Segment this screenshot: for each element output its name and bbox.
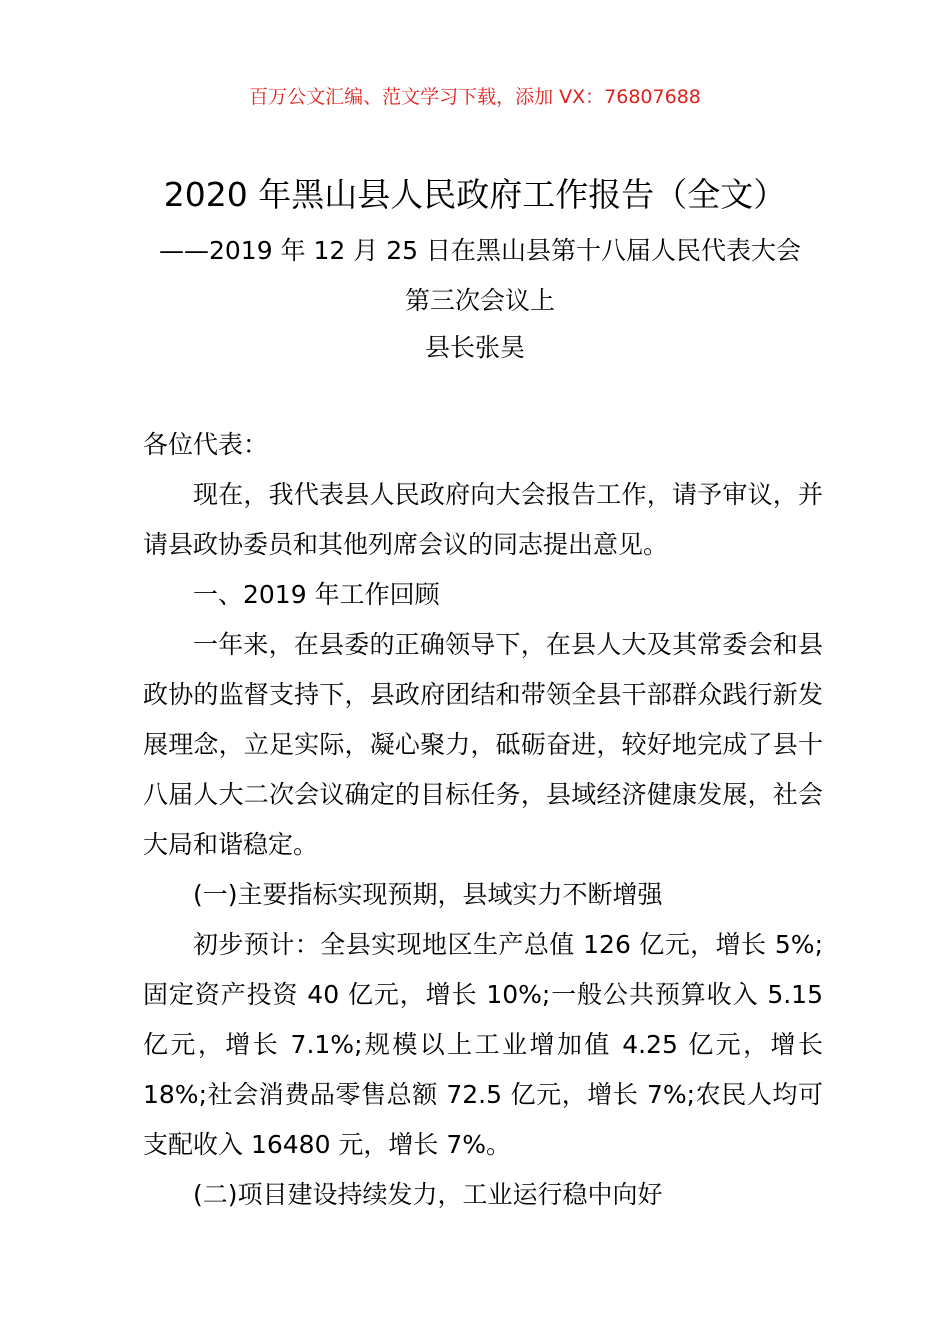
paragraph-overview: 一年来，在县委的正确领导下，在县人大及其常委会和县政协的监督支持下，县政府团结和带领全县干部群众践行新发展理念，立足实际，凝心聚力，砥砺奋进，较好地完成了县十八届人大二次会议确定的目标任务，县域经济健康发展，社会大局和谐稳定。 xyxy=(143,630,823,859)
document-subtitle: ——2019 年 12 月 25 日在黑山县第十八届人民代表大会第三次会议上 xyxy=(159,236,801,315)
greeting: 各位代表： xyxy=(143,430,269,459)
document-title: 2020 年黑山县人民政府工作报告（全文） xyxy=(163,175,787,214)
document-body xyxy=(143,420,823,1220)
subsection-heading-indicators: (一)主要指标实现预期，县域实力不断增强 xyxy=(193,880,663,909)
section-heading-review: 一、2019 年工作回顾 xyxy=(193,580,440,609)
paragraph-indicators: 初步预计：全县实现地区生产总值 126 亿元，增长 5%;固定资产投资 40 亿元，增长 10%;一般公共预算收入 5.15 亿元，增长 7.1%;规模以上工业增加值 4.25 亿元，增长 18%;社会消费品零售总额 72.5 亿元，增长 7%;农民人均可支配收入 16480 元，增长 7%。 xyxy=(143,930,823,1159)
document-author: 县长张昊 xyxy=(424,333,525,362)
watermark-banner: 百万公文汇编、范文学习下载，添加 VX：76807688 xyxy=(249,86,701,108)
subsection-heading-projects: (二)项目建设持续发力，工业运行稳中向好 xyxy=(193,1180,663,1209)
paragraph-intro: 现在，我代表县人民政府向大会报告工作，请予审议，并请县政协委员和其他列席会议的同志提出意见。 xyxy=(143,480,823,559)
